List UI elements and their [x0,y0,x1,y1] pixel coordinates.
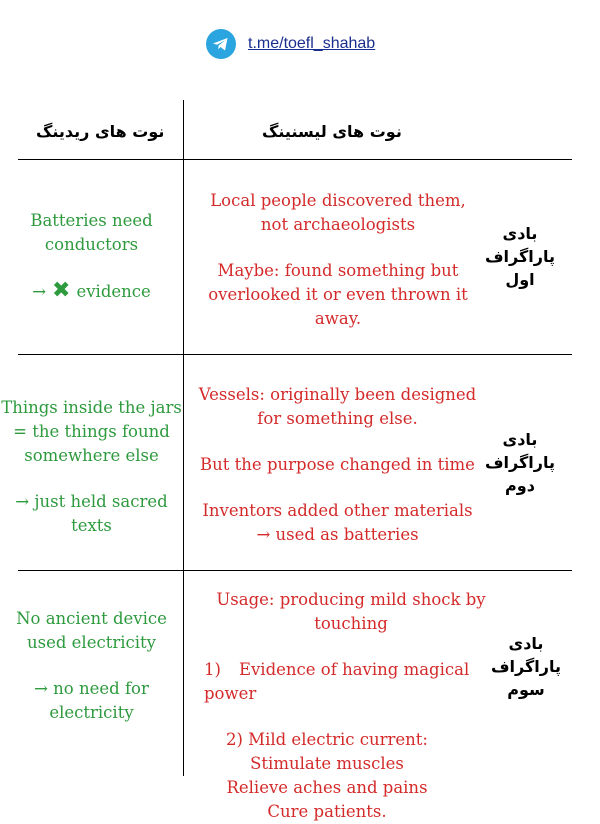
header-divider [18,159,572,160]
text-line: → used as batteries [256,525,419,544]
reading-notes-heading: نوت های ریدینگ [36,122,165,141]
text-line: Relieve aches and pains [226,778,428,797]
text-line: اول [505,270,535,289]
arrow-icon: → [32,282,47,301]
text-line: → just held sacred [15,492,168,511]
text-line: electricity [49,703,134,722]
text-line: بادی [508,634,544,653]
row-divider-2 [18,570,572,571]
list-number: 1) [204,660,221,679]
text-line: No ancient device [16,609,167,628]
text-line: used electricity [27,633,156,652]
text-line: → no need for [34,679,149,698]
text-line: Usage: producing mild shock by touching [216,590,486,633]
reading-note-1 [0,209,183,304]
text-line [0,279,183,304]
header [206,28,375,60]
text-line: Batteries need [30,211,153,230]
text-line [186,658,516,706]
telegram-icon [206,29,236,59]
text-line: evidence [76,282,151,301]
cross-mark-icon: ✖ [52,278,71,303]
text-line: Cure patients. [267,802,387,821]
text-line: = the things found [13,422,170,441]
text-line: پاراگراف [490,657,562,676]
text-line: Vessels: originally been designed [198,385,477,404]
text-line: for something else. [257,409,418,428]
text-line: Stimulate muscles [250,754,404,773]
text-line: Local people discovered them, [210,191,466,210]
text-line: Things inside the jars [1,398,182,417]
paragraph-label-2 [480,428,560,497]
text-line: 2) Mild electric current: [226,730,428,749]
paragraph-label-3 [486,632,566,701]
text-line: Evidence of having magical power [204,660,470,703]
text-line: texts [71,516,112,535]
listening-note-3 [186,588,516,824]
text-line: But the purpose changed in time [200,455,475,474]
listening-notes-heading: نوت های لیسنینگ [262,122,402,141]
text-line: Maybe: found something but [217,261,459,280]
text-line: conductors [44,235,139,254]
reading-note-3 [0,607,183,725]
reading-note-2 [0,396,183,538]
listening-note-1 [188,189,488,331]
text-line: not archaeologists [260,215,416,234]
text-line: بادی [502,430,538,449]
text-line: پاراگراف [484,453,556,472]
paragraph-label-1 [480,222,560,291]
text-line: پاراگراف [484,247,556,266]
column-divider [183,100,184,776]
telegram-channel-link[interactable]: t.me/toefl_shahab [248,35,376,52]
text-line: Inventors added other materials [202,501,473,520]
text-line: بادی [502,224,538,243]
text-line: somewhere else [24,446,159,465]
listening-note-2 [190,383,485,547]
row-divider-1 [18,354,572,355]
text-line: overlooked it or even thrown it away. [208,285,468,328]
text-line: دوم [505,476,535,495]
text-line: سوم [507,680,545,699]
